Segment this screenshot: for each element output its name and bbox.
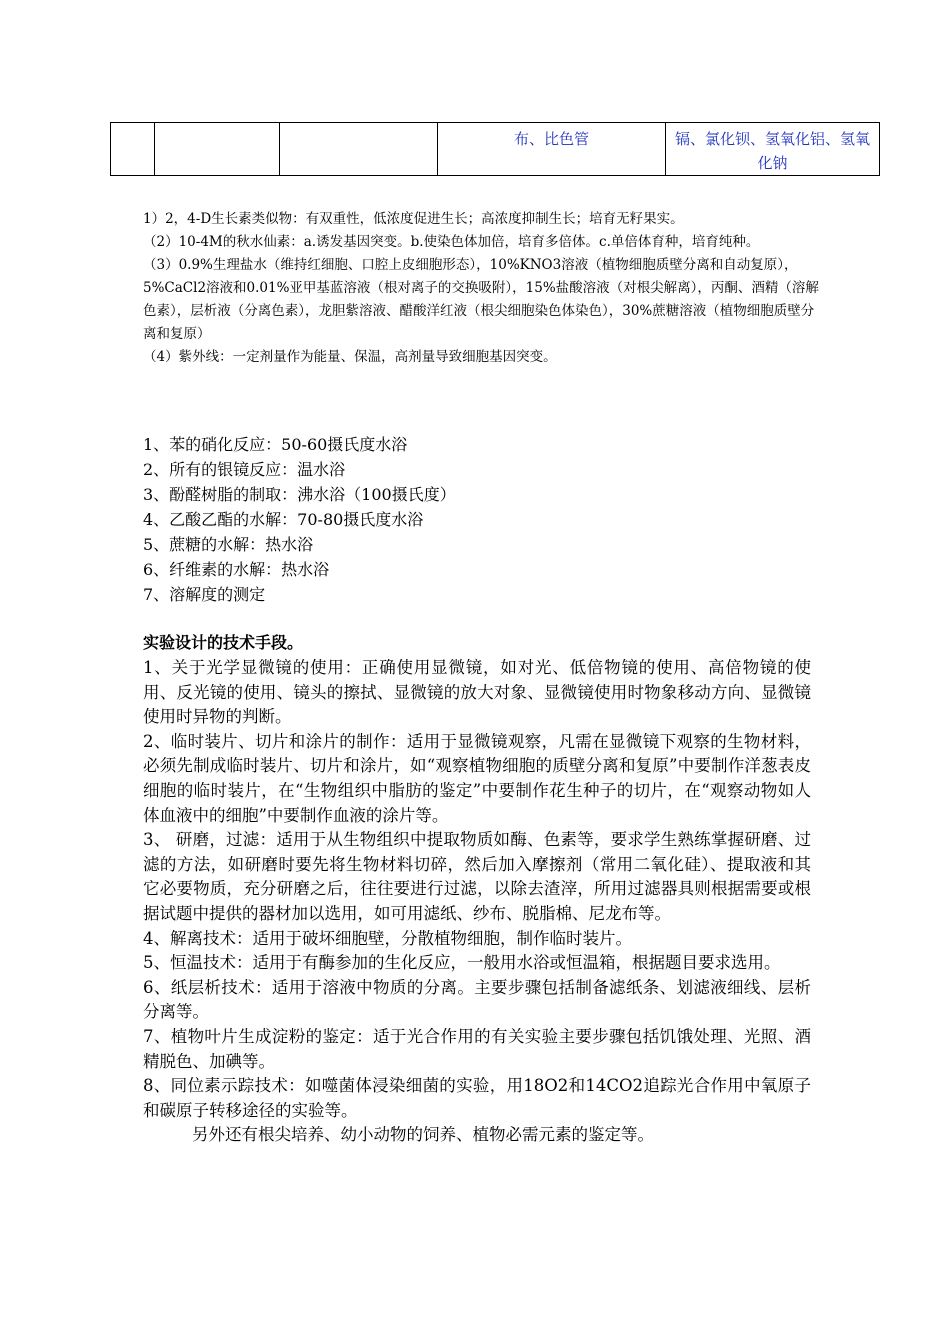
table-fragment (110, 122, 880, 176)
water-bath-list (143, 432, 823, 607)
section-heading: 实验设计的技术手段。 (143, 633, 304, 652)
note-item: （2）10-4M的秋水仙素：a.诱发基因突变。b.使染色体加倍，培育多倍体。c.单倍体育种，培育纯种。 (143, 234, 760, 250)
table-cell (155, 123, 280, 176)
note-item: 1）2，4-D生长素类似物：有双重性，低浓度促进生长；高浓度抑制生长；培育无籽果实。 (143, 211, 684, 227)
list-item: 7、溶解度的测定 (143, 585, 266, 604)
table-cell (111, 123, 155, 176)
list-item: 4、解离技术：适用于破坏细胞壁，分散植物细胞，制作临时装片。 (143, 928, 632, 948)
list-item: 1、苯的硝化反应：50-60摄氏度水浴 (143, 435, 408, 454)
list-item: 8、同位素示踪技术：如噬菌体浸染细菌的实验，用18O2和14CO2追踪光合作用中氧原子和碳原子转移途径的实验等。 (143, 1076, 811, 1120)
list-item: 3、酚醛树脂的制取：沸水浴（100摄氏度） (143, 485, 456, 504)
list-item: 5、恒温技术：适用于有酶参加的生化反应，一般用水浴或恒温箱，根据题目要求选用。 (143, 953, 781, 973)
list-item: 2、临时装片、切片和涂片的制作：适用于显微镜观察，凡需在显微镜下观察的生物材料，必须先制成临时装片、切片和涂片，如“观察植物细胞的质壁分离和复原”中要制作洋葱表皮细胞的临时装片，在“生物组织中脂肪的鉴定”中要制作花生种子的切片，在“观察动物如人体血液中的细胞”中要制作血液的涂片等。 (143, 731, 811, 825)
table-cell (280, 123, 438, 176)
closing-paragraph: 另外还有根尖培养、幼小动物的饲养、植物必需元素的鉴定等。 (192, 1125, 654, 1145)
list-item: 2、所有的银镜反应：温水浴 (143, 460, 346, 479)
list-item: 6、纤维素的水解：热水浴 (143, 560, 330, 579)
list-item: 3、 研磨，过滤：适用于从生物组织中提取物质如酶、色素等，要求学生熟练掌握研磨、过滤的方法，如研磨时要先将生物材料切碎，然后加入摩擦剂（常用二氧化硅）、提取液和其它必要物质，充分研磨之后，往往要进行过滤，以除去渣滓，所用过滤器具则根据需要或根据试题中提供的器材加以选用，如可用滤纸、纱布、脱脂棉、尼龙布等。 (143, 830, 811, 923)
reagent-notes (143, 208, 823, 369)
table-cell: 镉、氯化钡、氢氧化铝、氢氧化钠 (666, 123, 880, 176)
list-item: 1、关于光学显微镜的使用：正确使用显微镜，如对光、低倍物镜的使用、高倍物镜的使用、反光镜的使用、镜头的擦拭、显微镜的放大对象、显微镜使用时物象移动方向、显微镜使用时异物的判断。 (143, 658, 811, 727)
list-item: 4、乙酸乙酯的水解：70-80摄氏度水浴 (143, 510, 424, 529)
table-cell: 布、比色管 (438, 123, 666, 176)
list-item: 5、蔗糖的水解：热水浴 (143, 535, 314, 554)
table-row (111, 123, 880, 176)
technique-list (143, 656, 811, 1148)
list-item: 7、植物叶片生成淀粉的鉴定：适于光合作用的有关实验主要步骤包括饥饿处理、光照、酒精脱色、加碘等。 (143, 1026, 811, 1071)
list-item: 6、纸层析技术：适用于溶液中物质的分离。主要步骤包括制备滤纸条、划滤液细线、层析分离等。 (143, 977, 811, 1022)
note-item: （3）0.9%生理盐水（维持红细胞、口腔上皮细胞形态），10%KNO3溶液（植物细胞质壁分离和自动复原），5%CaCl2溶液和0.01%亚甲基蓝溶液（根对离子的交换吸附），15%盐酸溶液（对根尖解离），丙酮、酒精（溶解色素），层析液（分离色素），龙胆紫溶液、醋酸洋红液（根尖细胞染色体染色），30%蔗糖溶液（植物细胞质壁分离和复原） (143, 257, 819, 342)
note-item: （4）紫外线：一定剂量作为能量、保温，高剂量导致细胞基因突变。 (143, 349, 557, 365)
